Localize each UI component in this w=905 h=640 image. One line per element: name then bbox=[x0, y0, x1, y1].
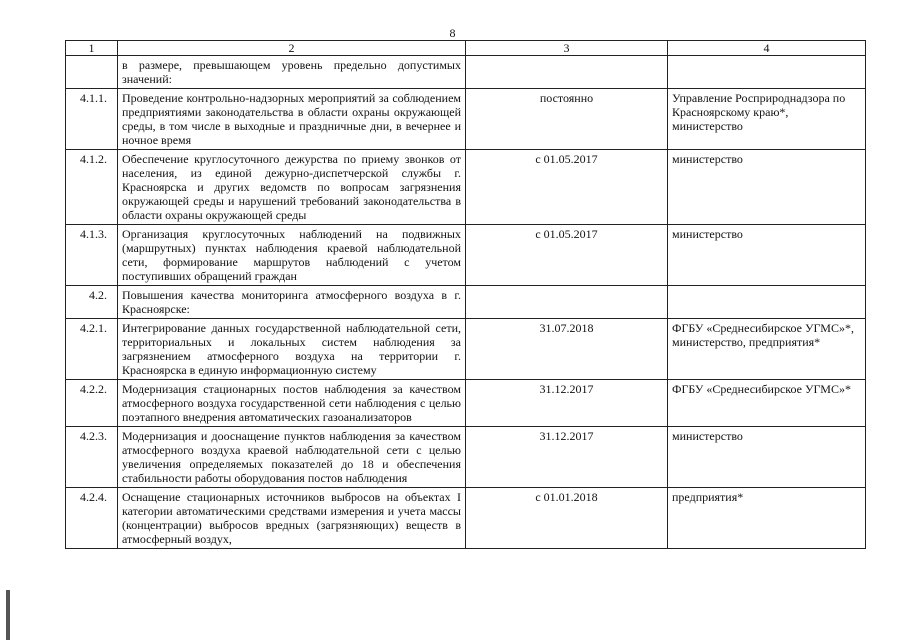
header-col-2: 2 bbox=[118, 41, 466, 56]
row-responsible: министерство bbox=[668, 427, 866, 488]
row-number bbox=[66, 56, 118, 89]
row-deadline: с 01.05.2017 bbox=[466, 225, 668, 286]
header-col-1: 1 bbox=[66, 41, 118, 56]
row-deadline: 31.12.2017 bbox=[466, 380, 668, 427]
row-number: 4.1.2. bbox=[66, 150, 118, 225]
row-measure: Обеспечение круглосуточного дежурства по приему звонков от населения, из единой дежурно-диспетчерской службы г. Красноярска и других ведомств по вопросам загрязнения окружающей среды и нарушений требований законодательства в области охраны окружающей среды bbox=[118, 150, 466, 225]
row-responsible: министерство bbox=[668, 225, 866, 286]
row-deadline: 31.12.2017 bbox=[466, 427, 668, 488]
row-deadline: с 01.01.2018 bbox=[466, 488, 668, 549]
row-measure: Оснащение стационарных источников выбросов на объектах I категории автоматическими средствами измерения и учета массы (концентрации) выбросов вредных (загрязняющих) веществ в атмосферный воздух, bbox=[118, 488, 466, 549]
scan-edge-mark bbox=[6, 590, 10, 640]
header-col-4: 4 bbox=[668, 41, 866, 56]
table-row bbox=[66, 225, 866, 286]
page-number: 8 bbox=[449, 26, 456, 40]
row-number: 4.1.3. bbox=[66, 225, 118, 286]
row-deadline: с 01.05.2017 bbox=[466, 150, 668, 225]
table-row bbox=[66, 56, 866, 89]
measures-table bbox=[65, 40, 866, 549]
row-responsible bbox=[668, 56, 866, 89]
table-row bbox=[66, 150, 866, 225]
row-number: 4.2.4. bbox=[66, 488, 118, 549]
row-responsible: Управление Росприроднадзора по Красноярскому краю*, министерство bbox=[668, 89, 866, 150]
row-measure: Проведение контрольно-надзорных мероприятий за соблюдением предприятиями законодательства в области охраны окружающей среды, в том числе в выходные и праздничные дни, в вечернее и ночное время bbox=[118, 89, 466, 150]
row-deadline bbox=[466, 56, 668, 89]
row-number: 4.2.1. bbox=[66, 319, 118, 380]
row-responsible: ФГБУ «Среднесибирское УГМС»*, министерство, предприятия* bbox=[668, 319, 866, 380]
row-deadline: постоянно bbox=[466, 89, 668, 150]
row-number: 4.2.3. bbox=[66, 427, 118, 488]
table-row bbox=[66, 380, 866, 427]
row-number: 4.1.1. bbox=[66, 89, 118, 150]
row-responsible: ФГБУ «Среднесибирское УГМС»* bbox=[668, 380, 866, 427]
row-measure: Модернизация и дооснащение пунктов наблюдения за качеством атмосферного воздуха краевой наблюдательной сети с целью увеличения определяемых показателей до 18 и обеспечения стабильности работы оборудования постов наблюдения bbox=[118, 427, 466, 488]
row-measure: Повышения качества мониторинга атмосферного воздуха в г. Красноярске: bbox=[118, 286, 466, 319]
table-row bbox=[66, 488, 866, 549]
table-row bbox=[66, 286, 866, 319]
row-number: 4.2. bbox=[66, 286, 118, 319]
table-row bbox=[66, 427, 866, 488]
row-deadline: 31.07.2018 bbox=[466, 319, 668, 380]
row-measure: Модернизация стационарных постов наблюдения за качеством атмосферного воздуха государственной сети наблюдения с целью поэтапного внедрения автоматических газоанализаторов bbox=[118, 380, 466, 427]
row-responsible bbox=[668, 286, 866, 319]
row-measure: Организация круглосуточных наблюдений на подвижных (маршрутных) пунктах наблюдения краевой наблюдательной сети, формирование маршрутов наблюдений с учетом поступивших обращений граждан bbox=[118, 225, 466, 286]
row-responsible: министерство bbox=[668, 150, 866, 225]
row-deadline bbox=[466, 286, 668, 319]
row-measure: Интегрирование данных государственной наблюдательной сети, территориальных и локальных систем наблюдения за загрязнением атмосферного воздуха на территории г. Красноярска в единую информационную систему bbox=[118, 319, 466, 380]
row-measure: в размере, превышающем уровень предельно допустимых значений: bbox=[118, 56, 466, 89]
table-row bbox=[66, 319, 866, 380]
table-row bbox=[66, 89, 866, 150]
row-responsible: предприятия* bbox=[668, 488, 866, 549]
row-number: 4.2.2. bbox=[66, 380, 118, 427]
table-header-row bbox=[66, 41, 866, 56]
header-col-3: 3 bbox=[466, 41, 668, 56]
